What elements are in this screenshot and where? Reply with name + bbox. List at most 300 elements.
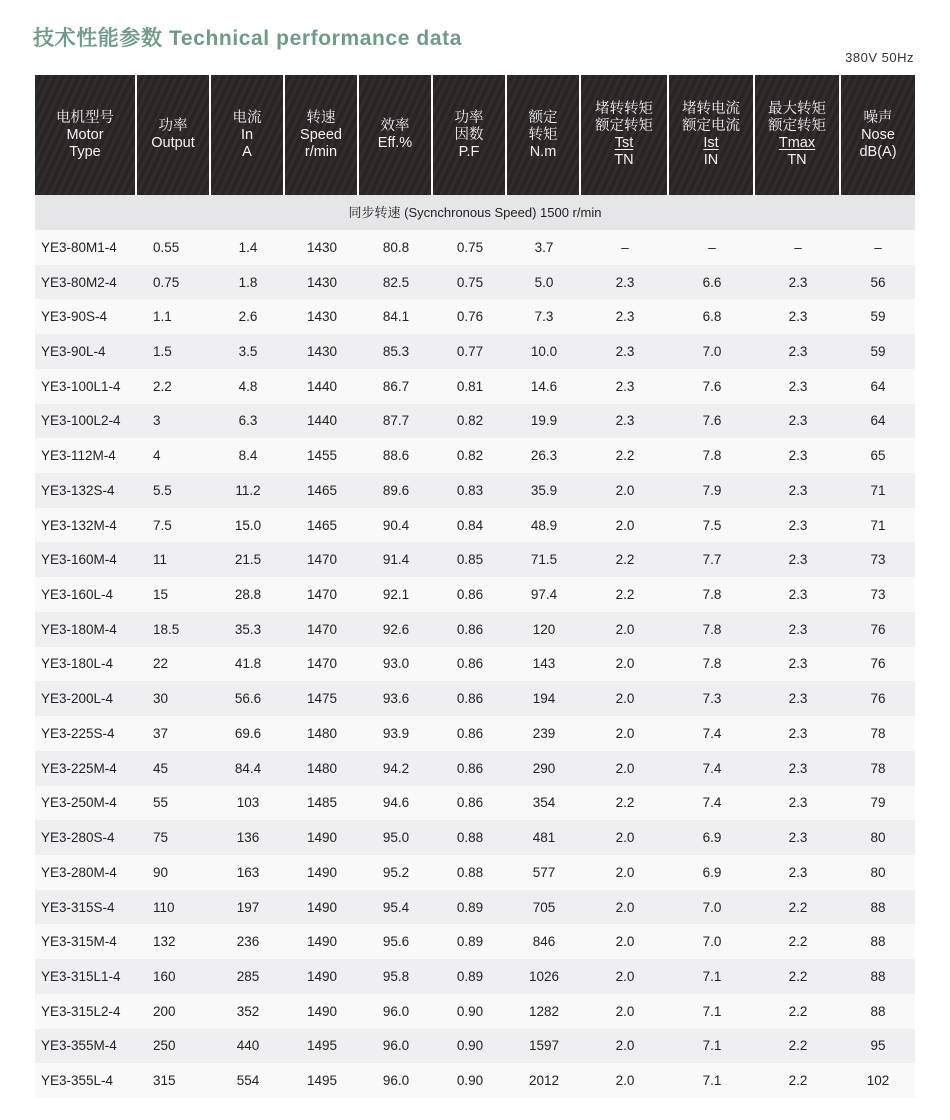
cell-tmax-tn: 2.2 bbox=[788, 1073, 808, 1089]
header-tst-tn-line: 额定转矩 bbox=[595, 118, 653, 134]
cell-ist-in: 7.6 bbox=[702, 413, 722, 429]
table-row bbox=[35, 751, 915, 786]
cell-output: 22 bbox=[153, 656, 169, 672]
cell-rated-torque: 143 bbox=[532, 656, 556, 672]
cell-power-factor: 0.77 bbox=[456, 344, 484, 360]
header-tmax-tn bbox=[755, 75, 841, 195]
cell-tmax-tn: 2.3 bbox=[788, 552, 808, 568]
cell-ist-in: 7.5 bbox=[702, 517, 722, 533]
cell-noise: 76 bbox=[870, 656, 886, 672]
cell-noise: 88 bbox=[870, 899, 886, 915]
table-row bbox=[35, 959, 915, 994]
cell-efficiency: 95.4 bbox=[382, 899, 410, 915]
cell-tmax-tn: 2.3 bbox=[788, 656, 808, 672]
cell-tst-tn: 2.3 bbox=[615, 378, 635, 394]
cell-power-factor: 0.84 bbox=[456, 517, 484, 533]
cell-current: 163 bbox=[236, 864, 260, 880]
cell-ist-in: 7.9 bbox=[702, 482, 722, 498]
cell-motor-type: YE3-355L-4 bbox=[41, 1073, 114, 1089]
header-tmax-tn-line: 额定转矩 bbox=[768, 118, 826, 134]
header-motor-type-line: Type bbox=[69, 143, 101, 160]
cell-output: 11 bbox=[153, 552, 168, 568]
cell-tst-tn: 2.0 bbox=[615, 1073, 635, 1089]
cell-speed: 1490 bbox=[306, 864, 338, 880]
cell-motor-type: YE3-225S-4 bbox=[41, 725, 115, 741]
cell-motor-type: YE3-315M-4 bbox=[41, 934, 117, 950]
cell-power-factor: 0.90 bbox=[456, 1038, 484, 1054]
cell-speed: 1430 bbox=[306, 239, 338, 255]
cell-speed: 1470 bbox=[306, 656, 338, 672]
cell-tmax-tn: – bbox=[794, 239, 802, 255]
cell-output: 4 bbox=[153, 448, 161, 464]
cell-output: 5.5 bbox=[153, 482, 172, 498]
cell-tmax-tn: 2.3 bbox=[788, 378, 808, 394]
cell-output: 1.5 bbox=[153, 344, 172, 360]
cell-ist-in: 6.6 bbox=[702, 274, 722, 290]
header-ist-in bbox=[669, 75, 755, 195]
cell-tst-tn: 2.0 bbox=[615, 1038, 635, 1054]
cell-rated-torque: 481 bbox=[532, 830, 556, 846]
table-row bbox=[35, 681, 915, 716]
cell-current: 1.4 bbox=[238, 239, 258, 255]
cell-speed: 1430 bbox=[306, 274, 338, 290]
cell-noise: 76 bbox=[870, 691, 886, 707]
cell-power-factor: 0.86 bbox=[456, 760, 484, 776]
cell-efficiency: 92.6 bbox=[382, 621, 410, 637]
cell-output: 0.75 bbox=[153, 274, 180, 290]
cell-efficiency: 84.1 bbox=[382, 309, 410, 325]
cell-speed: 1490 bbox=[306, 968, 338, 984]
header-output-line: Output bbox=[151, 135, 195, 151]
cell-noise: 64 bbox=[870, 378, 886, 394]
cell-noise: 88 bbox=[870, 968, 886, 984]
cell-rated-torque: 97.4 bbox=[530, 587, 558, 603]
cell-current: 1.8 bbox=[238, 274, 258, 290]
cell-ist-in: 7.0 bbox=[702, 899, 722, 915]
header-noise bbox=[841, 75, 915, 195]
header-tst-tn-line: TN bbox=[614, 152, 634, 168]
cell-noise: – bbox=[874, 239, 882, 255]
cell-noise: 80 bbox=[870, 830, 886, 846]
cell-speed: 1470 bbox=[306, 621, 338, 637]
cell-ist-in: 7.0 bbox=[702, 344, 722, 360]
cell-ist-in: 7.4 bbox=[702, 795, 722, 811]
cell-speed: 1430 bbox=[306, 344, 338, 360]
cell-efficiency: 89.6 bbox=[382, 482, 410, 498]
cell-ist-in: 7.8 bbox=[702, 448, 722, 464]
cell-current: 28.8 bbox=[234, 587, 262, 603]
cell-output: 15 bbox=[153, 587, 169, 603]
cell-current: 136 bbox=[236, 830, 260, 846]
header-tst-tn-line: 堵转转矩 bbox=[595, 101, 653, 117]
cell-efficiency: 93.0 bbox=[382, 656, 410, 672]
cell-tst-tn: 2.0 bbox=[615, 760, 635, 776]
cell-noise: 88 bbox=[870, 1003, 886, 1019]
cell-current: 6.3 bbox=[238, 413, 258, 429]
cell-current: 2.6 bbox=[238, 309, 258, 325]
header-power-factor-line: P.F bbox=[458, 143, 480, 160]
cell-tst-tn: 2.0 bbox=[615, 830, 635, 846]
header-efficiency-line: 效率 bbox=[380, 118, 410, 134]
header-rated-torque-line: 额定 bbox=[528, 109, 558, 126]
cell-rated-torque: 577 bbox=[532, 864, 556, 880]
cell-current: 554 bbox=[236, 1073, 260, 1089]
cell-rated-torque: 1026 bbox=[528, 968, 560, 984]
cell-rated-torque: 705 bbox=[532, 899, 556, 915]
cell-efficiency: 90.4 bbox=[382, 517, 410, 533]
cell-ist-in: 7.8 bbox=[702, 587, 722, 603]
cell-current: 41.8 bbox=[234, 656, 262, 672]
cell-power-factor: 0.86 bbox=[456, 656, 484, 672]
header-power-factor-line: 因数 bbox=[454, 126, 484, 143]
cell-ist-in: 7.7 bbox=[702, 552, 722, 568]
header-power-factor bbox=[433, 75, 507, 195]
cell-tst-tn: 2.3 bbox=[615, 344, 635, 360]
cell-speed: 1495 bbox=[306, 1073, 338, 1089]
header-noise-line: dB(A) bbox=[859, 143, 897, 160]
cell-power-factor: 0.86 bbox=[456, 795, 484, 811]
cell-ist-in: 7.1 bbox=[702, 968, 722, 984]
cell-rated-torque: 290 bbox=[532, 760, 556, 776]
cell-motor-type: YE3-315S-4 bbox=[41, 899, 115, 915]
cell-efficiency: 93.9 bbox=[382, 725, 410, 741]
cell-tmax-tn: 2.3 bbox=[788, 864, 808, 880]
table-row bbox=[35, 577, 915, 612]
cell-tmax-tn: 2.3 bbox=[788, 830, 808, 846]
cell-motor-type: YE3-80M1-4 bbox=[41, 239, 117, 255]
cell-output: 315 bbox=[153, 1073, 176, 1089]
cell-noise: 80 bbox=[870, 864, 886, 880]
cell-current: 8.4 bbox=[238, 448, 258, 464]
cell-motor-type: YE3-250M-4 bbox=[41, 795, 117, 811]
table-row bbox=[35, 404, 915, 439]
cell-noise: 102 bbox=[866, 1073, 890, 1089]
cell-tst-tn: 2.0 bbox=[615, 899, 635, 915]
header-speed-line: 转速 bbox=[306, 109, 336, 126]
cell-efficiency: 85.3 bbox=[382, 344, 410, 360]
cell-tmax-tn: 2.2 bbox=[788, 1003, 808, 1019]
table-row bbox=[35, 647, 915, 682]
table-row bbox=[35, 230, 915, 265]
cell-power-factor: 0.86 bbox=[456, 691, 484, 707]
cell-current: 35.3 bbox=[234, 621, 262, 637]
cell-output: 75 bbox=[153, 830, 169, 846]
cell-efficiency: 86.7 bbox=[382, 378, 410, 394]
cell-power-factor: 0.86 bbox=[456, 621, 484, 637]
cell-tmax-tn: 2.3 bbox=[788, 760, 808, 776]
cell-tst-tn: 2.2 bbox=[615, 552, 635, 568]
cell-noise: 71 bbox=[870, 482, 886, 498]
cell-output: 3 bbox=[153, 413, 161, 429]
cell-efficiency: 94.6 bbox=[382, 795, 410, 811]
cell-power-factor: 0.88 bbox=[456, 830, 484, 846]
cell-noise: 56 bbox=[870, 274, 886, 290]
cell-tmax-tn: 2.2 bbox=[788, 899, 808, 915]
cell-current: 56.6 bbox=[234, 691, 262, 707]
performance-table bbox=[35, 75, 915, 1098]
cell-rated-torque: 2012 bbox=[528, 1073, 560, 1089]
table-row bbox=[35, 369, 915, 404]
cell-motor-type: YE3-280S-4 bbox=[41, 830, 115, 846]
cell-tst-tn: 2.0 bbox=[615, 621, 635, 637]
cell-tst-tn: 2.3 bbox=[615, 274, 635, 290]
table-row bbox=[35, 334, 915, 369]
cell-tst-tn: 2.0 bbox=[615, 934, 635, 950]
cell-output: 250 bbox=[153, 1038, 176, 1054]
cell-noise: 64 bbox=[870, 413, 886, 429]
cell-ist-in: 7.6 bbox=[702, 378, 722, 394]
cell-rated-torque: 3.7 bbox=[534, 239, 554, 255]
cell-motor-type: YE3-315L1-4 bbox=[41, 968, 121, 984]
table-row bbox=[35, 786, 915, 821]
cell-output: 2.2 bbox=[153, 378, 172, 394]
header-ist-in-line: Ist bbox=[703, 135, 719, 151]
cell-power-factor: 0.82 bbox=[456, 413, 484, 429]
table-row bbox=[35, 508, 915, 543]
cell-tst-tn: 2.0 bbox=[615, 482, 635, 498]
cell-ist-in: 7.4 bbox=[702, 760, 722, 776]
header-speed-line: r/min bbox=[304, 143, 338, 160]
cell-speed: 1480 bbox=[306, 725, 338, 741]
cell-power-factor: 0.85 bbox=[456, 552, 484, 568]
cell-rated-torque: 1282 bbox=[528, 1003, 560, 1019]
cell-power-factor: 0.82 bbox=[456, 448, 484, 464]
cell-rated-torque: 5.0 bbox=[534, 274, 554, 290]
cell-speed: 1430 bbox=[306, 309, 338, 325]
cell-speed: 1490 bbox=[306, 1003, 338, 1019]
cell-rated-torque: 48.9 bbox=[530, 517, 558, 533]
table-row bbox=[35, 265, 915, 300]
synchronous-speed-row: 同步转速 (Sycnchronous Speed) 1500 r/min bbox=[35, 195, 915, 230]
cell-rated-torque: 19.9 bbox=[530, 413, 558, 429]
header-current bbox=[211, 75, 285, 195]
page-title: 技术性能参数 Technical performance data bbox=[33, 27, 463, 50]
cell-motor-type: YE3-112M-4 bbox=[41, 448, 116, 464]
cell-tst-tn: 2.2 bbox=[615, 795, 635, 811]
header-rated-torque bbox=[507, 75, 581, 195]
cell-ist-in: 6.9 bbox=[702, 864, 722, 880]
cell-ist-in: 7.1 bbox=[702, 1073, 722, 1089]
cell-output: 110 bbox=[153, 899, 175, 915]
cell-power-factor: 0.89 bbox=[456, 934, 484, 950]
cell-ist-in: 7.8 bbox=[702, 621, 722, 637]
cell-motor-type: YE3-200L-4 bbox=[41, 691, 114, 707]
table-row bbox=[35, 612, 915, 647]
table-body bbox=[35, 230, 915, 1098]
cell-tmax-tn: 2.3 bbox=[788, 274, 808, 290]
cell-motor-type: YE3-100L1-4 bbox=[41, 378, 121, 394]
table-row bbox=[35, 1029, 915, 1064]
cell-noise: 65 bbox=[870, 448, 886, 464]
cell-current: 11.2 bbox=[235, 482, 261, 498]
header-power-factor-line: 功率 bbox=[454, 109, 484, 126]
cell-current: 4.8 bbox=[238, 378, 258, 394]
header-current-line: A bbox=[242, 143, 252, 160]
header-current-line: In bbox=[240, 126, 254, 143]
cell-tst-tn: 2.2 bbox=[615, 448, 635, 464]
cell-power-factor: 0.89 bbox=[456, 899, 484, 915]
cell-rated-torque: 120 bbox=[532, 621, 556, 637]
cell-efficiency: 94.2 bbox=[382, 760, 410, 776]
cell-speed: 1465 bbox=[306, 482, 338, 498]
header-current-line: 电流 bbox=[232, 109, 262, 126]
cell-tmax-tn: 2.3 bbox=[788, 309, 808, 325]
cell-noise: 78 bbox=[870, 760, 886, 776]
cell-noise: 71 bbox=[870, 517, 886, 533]
header-motor-type bbox=[35, 75, 137, 195]
cell-rated-torque: 1597 bbox=[528, 1038, 560, 1054]
cell-motor-type: YE3-180L-4 bbox=[41, 656, 114, 672]
cell-output: 30 bbox=[153, 691, 169, 707]
cell-rated-torque: 10.0 bbox=[530, 344, 558, 360]
cell-motor-type: YE3-132S-4 bbox=[41, 482, 115, 498]
cell-efficiency: 96.0 bbox=[382, 1073, 410, 1089]
table-header bbox=[35, 75, 915, 195]
header-rated-torque-line: 转矩 bbox=[528, 126, 558, 143]
cell-speed: 1490 bbox=[306, 899, 338, 915]
cell-output: 90 bbox=[153, 864, 169, 880]
header-output-line: 功率 bbox=[158, 118, 188, 134]
cell-output: 37 bbox=[153, 725, 169, 741]
cell-tst-tn: 2.3 bbox=[615, 413, 635, 429]
cell-motor-type: YE3-160M-4 bbox=[41, 552, 117, 568]
cell-current: 21.5 bbox=[234, 552, 262, 568]
cell-output: 45 bbox=[153, 760, 169, 776]
cell-power-factor: 0.83 bbox=[456, 482, 484, 498]
cell-output: 132 bbox=[153, 934, 176, 950]
cell-efficiency: 93.6 bbox=[382, 691, 410, 707]
cell-speed: 1470 bbox=[306, 587, 338, 603]
cell-current: 440 bbox=[236, 1038, 260, 1054]
table-row bbox=[35, 542, 915, 577]
cell-tmax-tn: 2.3 bbox=[788, 344, 808, 360]
cell-output: 55 bbox=[153, 795, 169, 811]
cell-power-factor: 0.75 bbox=[456, 274, 484, 290]
cell-tmax-tn: 2.3 bbox=[788, 517, 808, 533]
cell-noise: 88 bbox=[870, 934, 886, 950]
cell-efficiency: 96.0 bbox=[382, 1003, 410, 1019]
table-row bbox=[35, 924, 915, 959]
cell-noise: 79 bbox=[870, 795, 886, 811]
cell-tst-tn: 2.0 bbox=[615, 864, 635, 880]
cell-motor-type: YE3-90L-4 bbox=[41, 344, 106, 360]
cell-noise: 73 bbox=[870, 587, 886, 603]
cell-power-factor: 0.89 bbox=[456, 968, 484, 984]
cell-tst-tn: 2.0 bbox=[615, 691, 635, 707]
cell-current: 197 bbox=[236, 899, 260, 915]
cell-noise: 73 bbox=[870, 552, 886, 568]
cell-output: 7.5 bbox=[153, 517, 172, 533]
cell-tst-tn: – bbox=[621, 239, 629, 255]
cell-motor-type: YE3-100L2-4 bbox=[41, 413, 121, 429]
cell-efficiency: 95.0 bbox=[382, 830, 410, 846]
cell-ist-in: 6.8 bbox=[702, 309, 722, 325]
cell-speed: 1495 bbox=[306, 1038, 338, 1054]
cell-tst-tn: 2.0 bbox=[615, 1003, 635, 1019]
table-row bbox=[35, 438, 915, 473]
cell-efficiency: 82.5 bbox=[382, 274, 410, 290]
cell-motor-type: YE3-315L2-4 bbox=[41, 1003, 121, 1019]
cell-current: 3.5 bbox=[238, 344, 258, 360]
header-speed bbox=[285, 75, 359, 195]
table-row bbox=[35, 855, 915, 890]
cell-speed: 1490 bbox=[306, 830, 338, 846]
cell-speed: 1465 bbox=[306, 517, 338, 533]
cell-motor-type: YE3-90S-4 bbox=[41, 309, 108, 325]
cell-noise: 76 bbox=[870, 621, 886, 637]
cell-tst-tn: 2.0 bbox=[615, 517, 635, 533]
header-motor-type-line: Motor bbox=[66, 126, 104, 143]
cell-tmax-tn: 2.3 bbox=[788, 795, 808, 811]
header-ist-in-line: 额定电流 bbox=[682, 118, 740, 134]
cell-ist-in: 6.9 bbox=[702, 830, 722, 846]
cell-tmax-tn: 2.2 bbox=[788, 1038, 808, 1054]
cell-tmax-tn: 2.3 bbox=[788, 413, 808, 429]
cell-ist-in: 7.3 bbox=[702, 691, 722, 707]
table-row bbox=[35, 473, 915, 508]
cell-current: 352 bbox=[236, 1003, 260, 1019]
cell-rated-torque: 239 bbox=[532, 725, 556, 741]
cell-speed: 1440 bbox=[306, 413, 338, 429]
cell-current: 69.6 bbox=[234, 725, 262, 741]
cell-current: 103 bbox=[236, 795, 260, 811]
cell-efficiency: 95.8 bbox=[382, 968, 410, 984]
cell-noise: 59 bbox=[870, 309, 886, 325]
cell-speed: 1440 bbox=[306, 378, 338, 394]
header-speed-line: Speed bbox=[300, 126, 342, 143]
cell-power-factor: 0.86 bbox=[456, 587, 484, 603]
header-tmax-tn-line: TN bbox=[787, 152, 807, 168]
cell-rated-torque: 194 bbox=[532, 691, 556, 707]
cell-efficiency: 92.1 bbox=[382, 587, 410, 603]
cell-ist-in: 7.1 bbox=[702, 1038, 722, 1054]
cell-power-factor: 0.90 bbox=[456, 1003, 484, 1019]
cell-motor-type: YE3-280M-4 bbox=[41, 864, 117, 880]
cell-ist-in: 7.4 bbox=[702, 725, 722, 741]
cell-tst-tn: 2.2 bbox=[615, 587, 635, 603]
cell-tmax-tn: 2.3 bbox=[788, 725, 808, 741]
cell-rated-torque: 354 bbox=[532, 795, 556, 811]
cell-motor-type: YE3-80M2-4 bbox=[41, 274, 117, 290]
cell-motor-type: YE3-160L-4 bbox=[41, 587, 114, 603]
cell-power-factor: 0.90 bbox=[456, 1073, 484, 1089]
header-efficiency bbox=[359, 75, 433, 195]
cell-motor-type: YE3-355M-4 bbox=[41, 1038, 117, 1054]
cell-tmax-tn: 2.3 bbox=[788, 691, 808, 707]
cell-noise: 78 bbox=[870, 725, 886, 741]
cell-speed: 1455 bbox=[306, 448, 338, 464]
cell-speed: 1485 bbox=[306, 795, 338, 811]
cell-output: 1.1 bbox=[153, 309, 172, 325]
cell-tst-tn: 2.0 bbox=[615, 725, 635, 741]
header-motor-type-line: 电机型号 bbox=[56, 109, 114, 126]
cell-ist-in: 7.0 bbox=[702, 934, 722, 950]
table-row bbox=[35, 994, 915, 1029]
header-efficiency-line: Eff.% bbox=[377, 135, 413, 151]
cell-rated-torque: 26.3 bbox=[530, 448, 558, 464]
cell-ist-in: 7.8 bbox=[702, 656, 722, 672]
cell-efficiency: 88.6 bbox=[382, 448, 410, 464]
cell-noise: 59 bbox=[870, 344, 886, 360]
header-tmax-tn-line: 最大转矩 bbox=[768, 101, 826, 117]
table-row bbox=[35, 890, 915, 925]
cell-current: 285 bbox=[236, 968, 260, 984]
cell-tst-tn: 2.3 bbox=[615, 309, 635, 325]
cell-tmax-tn: 2.3 bbox=[788, 448, 808, 464]
cell-ist-in: 7.1 bbox=[702, 1003, 722, 1019]
cell-power-factor: 0.88 bbox=[456, 864, 484, 880]
header-tmax-tn-line: Tmax bbox=[778, 135, 816, 151]
